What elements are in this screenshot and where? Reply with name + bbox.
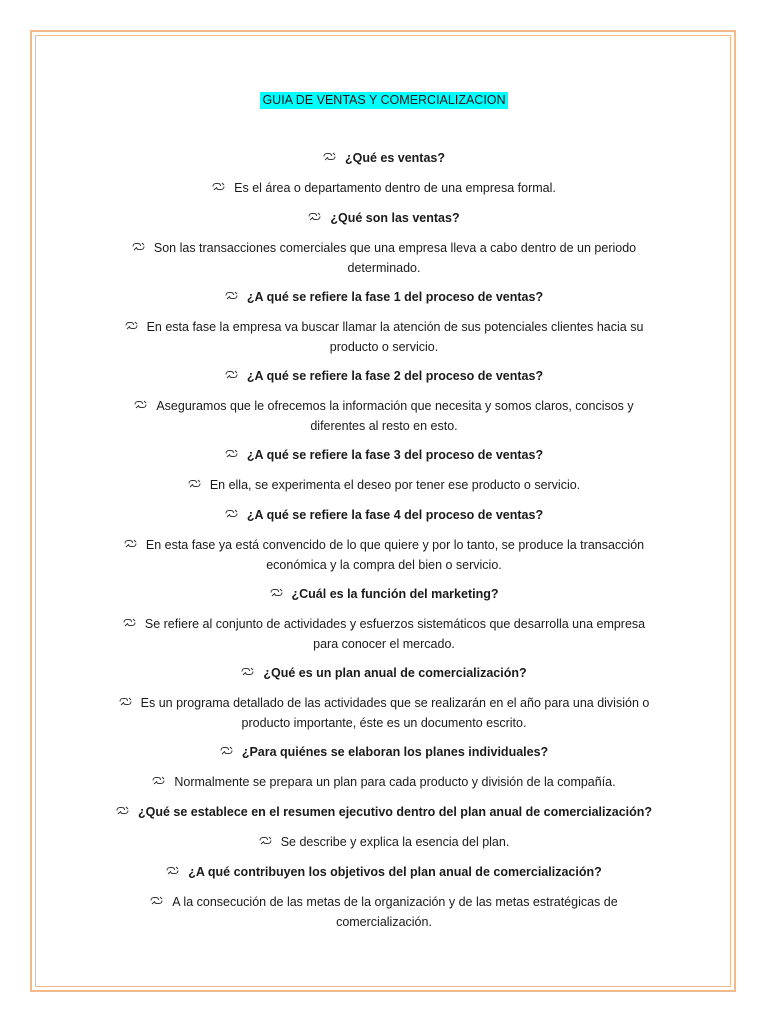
answer-line [110, 615, 658, 654]
link-chain-icon [116, 803, 129, 822]
question-text: ¿Qué es un plan anual de comercialización? [263, 666, 527, 680]
link-chain-icon [166, 863, 179, 882]
question-line [110, 506, 658, 526]
question-text: ¿Qué son las ventas? [330, 211, 460, 225]
link-chain-icon [134, 397, 147, 416]
answer-text: Se describe y explica la esencia del plan. [280, 835, 510, 849]
question-text: ¿A qué contribuyen los objetivos del plan anual de comercialización? [188, 865, 602, 879]
question-text: ¿A qué se refiere la fase 2 del proceso de ventas? [246, 369, 544, 383]
link-chain-icon [124, 536, 137, 555]
answer-line [110, 476, 658, 496]
link-chain-icon [132, 239, 145, 258]
answer-line [110, 179, 658, 199]
link-chain-icon [212, 179, 225, 198]
link-chain-icon [308, 209, 321, 228]
answer-line [110, 318, 658, 357]
link-chain-icon [125, 318, 138, 337]
answer-line [110, 893, 658, 932]
link-chain-icon [152, 773, 165, 792]
answer-text: A la consecución de las metas de la organización y de las metas estratégicas de comercialización. [172, 895, 618, 929]
link-chain-icon [225, 506, 238, 525]
link-chain-icon [225, 288, 238, 307]
link-chain-icon [220, 743, 233, 762]
question-text: ¿Qué se establece en el resumen ejecutivo dentro del plan anual de comercialización? [137, 805, 653, 819]
link-chain-icon [225, 446, 238, 465]
answer-line [110, 833, 658, 853]
question-text: ¿A qué se refiere la fase 4 del proceso de ventas? [246, 508, 544, 522]
answer-line [110, 694, 658, 733]
question-line [110, 585, 658, 605]
question-text: ¿A qué se refiere la fase 1 del proceso de ventas? [246, 290, 544, 304]
answer-text: Aseguramos que le ofrecemos la información que necesita y somos claros, concisos y diferentes al resto en esto. [156, 399, 634, 433]
link-chain-icon [323, 149, 336, 168]
question-line [110, 367, 658, 387]
answer-text: Se refiere al conjunto de actividades y esfuerzos sistemáticos que desarrolla una empresa para conocer el mercado. [144, 617, 646, 651]
answer-text: En ella, se experimenta el deseo por tener ese producto o servicio. [209, 478, 581, 492]
answer-text: Es un programa detallado de las actividades que se realizarán en el año para una división o producto importante, éste es un documento escrito. [140, 696, 650, 730]
answer-line [110, 536, 658, 575]
question-line [110, 664, 658, 684]
answer-line [110, 397, 658, 436]
question-line [110, 149, 658, 169]
document-body [110, 91, 658, 942]
answer-text: Es el área o departamento dentro de una empresa formal. [234, 181, 556, 195]
link-chain-icon [188, 476, 201, 495]
answer-text: En esta fase ya está convencido de lo que quiere y por lo tanto, se produce la transacción económica y la compra del bien o servicio. [145, 538, 645, 572]
question-text: ¿A qué se refiere la fase 3 del proceso de ventas? [246, 448, 544, 462]
question-line [110, 743, 658, 763]
link-chain-icon [123, 615, 136, 634]
question-line [110, 863, 658, 883]
question-text: ¿Para quiénes se elaboran los planes individuales? [241, 745, 549, 759]
qa-list [110, 149, 658, 932]
answer-text: Normalmente se prepara un plan para cada producto y división de la compañía. [174, 775, 616, 789]
link-chain-icon [270, 585, 283, 604]
question-text: ¿Qué es ventas? [344, 151, 446, 165]
question-text: ¿Cuál es la función del marketing? [291, 587, 499, 601]
question-line [110, 288, 658, 308]
link-chain-icon [225, 367, 238, 386]
answer-line [110, 773, 658, 793]
link-chain-icon [259, 833, 272, 852]
answer-line [110, 239, 658, 278]
question-line [110, 803, 658, 823]
answer-text: En esta fase la empresa va buscar llamar la atención de sus potenciales clientes hacia su producto o servicio. [146, 320, 644, 354]
link-chain-icon [119, 694, 132, 713]
link-chain-icon [150, 893, 163, 912]
question-line [110, 446, 658, 466]
document-title: GUIA DE VENTAS Y COMERCIALIZACION [262, 93, 506, 107]
question-line [110, 209, 658, 229]
link-chain-icon [241, 664, 254, 683]
answer-text: Son las transacciones comerciales que una empresa lleva a cabo dentro de un periodo determinado. [153, 241, 637, 275]
